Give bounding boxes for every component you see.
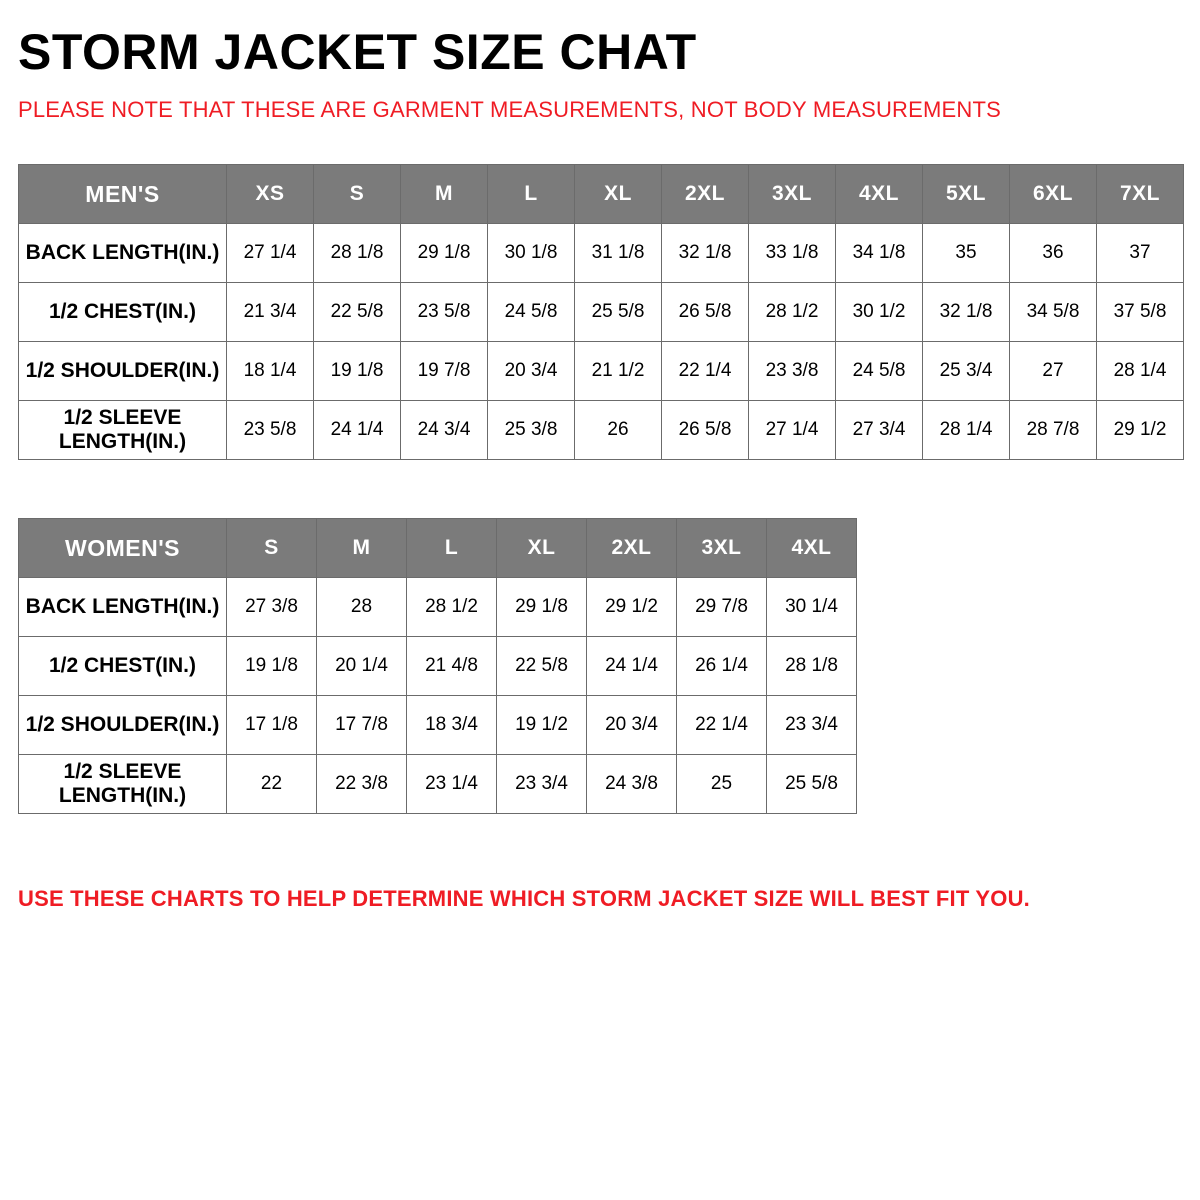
womens-row-label-back-length: BACK LENGTH(IN.) <box>19 578 227 637</box>
cell: 24 5/8 <box>836 342 923 401</box>
cell: 28 7/8 <box>1010 401 1097 460</box>
cell: 24 1/4 <box>587 637 677 696</box>
cell: 23 3/4 <box>497 755 587 814</box>
cell: 19 1/8 <box>314 342 401 401</box>
cell: 26 5/8 <box>662 283 749 342</box>
cell: 26 1/4 <box>677 637 767 696</box>
cell: 28 1/4 <box>1097 342 1184 401</box>
womens-row-label-half-shoulder: 1/2 SHOULDER(IN.) <box>19 696 227 755</box>
cell: 35 <box>923 224 1010 283</box>
cell: 34 5/8 <box>1010 283 1097 342</box>
cell: 28 1/2 <box>407 578 497 637</box>
mens-table-head <box>19 165 1184 224</box>
table-row <box>19 578 857 637</box>
cell: 22 5/8 <box>314 283 401 342</box>
mens-size-4xl: 4XL <box>836 165 923 224</box>
table-spacer <box>18 460 1182 518</box>
cell: 17 1/8 <box>227 696 317 755</box>
cell: 23 1/4 <box>407 755 497 814</box>
mens-size-table <box>18 164 1184 460</box>
cell: 19 1/8 <box>227 637 317 696</box>
cell: 20 1/4 <box>317 637 407 696</box>
mens-row-label-half-sleeve-length: 1/2 SLEEVE LENGTH(IN.) <box>19 401 227 460</box>
table-row <box>19 401 1184 460</box>
cell: 22 5/8 <box>497 637 587 696</box>
womens-size-2xl: 2XL <box>587 519 677 578</box>
cell: 23 3/8 <box>749 342 836 401</box>
cell: 29 1/2 <box>1097 401 1184 460</box>
cell: 28 1/8 <box>767 637 857 696</box>
cell: 32 1/8 <box>923 283 1010 342</box>
mens-size-2xl: 2XL <box>662 165 749 224</box>
cell: 21 3/4 <box>227 283 314 342</box>
cell: 19 7/8 <box>401 342 488 401</box>
womens-size-l: L <box>407 519 497 578</box>
womens-size-4xl: 4XL <box>767 519 857 578</box>
womens-size-3xl: 3XL <box>677 519 767 578</box>
cell: 37 5/8 <box>1097 283 1184 342</box>
mens-size-m: M <box>401 165 488 224</box>
mens-size-5xl: 5XL <box>923 165 1010 224</box>
cell: 29 7/8 <box>677 578 767 637</box>
cell: 24 3/8 <box>587 755 677 814</box>
mens-size-xs: XS <box>227 165 314 224</box>
cell: 22 <box>227 755 317 814</box>
footer-note: USE THESE CHARTS TO HELP DETERMINE WHICH STORM JACKET SIZE WILL BEST FIT YOU. <box>18 886 1030 912</box>
womens-row-label-half-sleeve-length: 1/2 SLEEVE LENGTH(IN.) <box>19 755 227 814</box>
cell: 27 1/4 <box>749 401 836 460</box>
cell: 25 5/8 <box>767 755 857 814</box>
cell: 27 <box>1010 342 1097 401</box>
cell: 27 1/4 <box>227 224 314 283</box>
cell: 25 <box>677 755 767 814</box>
cell: 37 <box>1097 224 1184 283</box>
cell: 19 1/2 <box>497 696 587 755</box>
page-title: STORM JACKET SIZE CHAT <box>18 24 697 80</box>
mens-header-row <box>19 165 1184 224</box>
cell: 24 3/4 <box>401 401 488 460</box>
mens-size-s: S <box>314 165 401 224</box>
cell: 30 1/2 <box>836 283 923 342</box>
womens-row-label-half-chest: 1/2 CHEST(IN.) <box>19 637 227 696</box>
cell: 27 3/4 <box>836 401 923 460</box>
mens-size-3xl: 3XL <box>749 165 836 224</box>
cell: 22 3/8 <box>317 755 407 814</box>
cell: 28 1/4 <box>923 401 1010 460</box>
mens-row-label-half-chest: 1/2 CHEST(IN.) <box>19 283 227 342</box>
cell: 29 1/2 <box>587 578 677 637</box>
womens-table-head <box>19 519 857 578</box>
cell: 20 3/4 <box>488 342 575 401</box>
cell: 21 4/8 <box>407 637 497 696</box>
cell: 27 3/8 <box>227 578 317 637</box>
cell: 29 1/8 <box>497 578 587 637</box>
cell: 25 5/8 <box>575 283 662 342</box>
mens-row-label-half-shoulder: 1/2 SHOULDER(IN.) <box>19 342 227 401</box>
womens-size-table <box>18 518 857 814</box>
cell: 22 1/4 <box>662 342 749 401</box>
cell: 28 <box>317 578 407 637</box>
table-row <box>19 283 1184 342</box>
cell: 30 1/8 <box>488 224 575 283</box>
cell: 31 1/8 <box>575 224 662 283</box>
mens-size-xl: XL <box>575 165 662 224</box>
mens-size-l: L <box>488 165 575 224</box>
table-row <box>19 637 857 696</box>
cell: 25 3/4 <box>923 342 1010 401</box>
cell: 30 1/4 <box>767 578 857 637</box>
table-row <box>19 224 1184 283</box>
mens-size-7xl: 7XL <box>1097 165 1184 224</box>
womens-size-xl: XL <box>497 519 587 578</box>
mens-corner-label: MEN'S <box>19 165 227 224</box>
cell: 24 5/8 <box>488 283 575 342</box>
measurement-disclaimer: PLEASE NOTE THAT THESE ARE GARMENT MEASUREMENTS, NOT BODY MEASUREMENTS <box>18 96 1002 122</box>
cell: 26 5/8 <box>662 401 749 460</box>
womens-table-body <box>19 578 857 814</box>
mens-table-body <box>19 224 1184 460</box>
cell: 18 3/4 <box>407 696 497 755</box>
womens-size-m: M <box>317 519 407 578</box>
cell: 29 1/8 <box>401 224 488 283</box>
cell: 28 1/8 <box>314 224 401 283</box>
cell: 22 1/4 <box>677 696 767 755</box>
cell: 18 1/4 <box>227 342 314 401</box>
cell: 26 <box>575 401 662 460</box>
table-row <box>19 696 857 755</box>
cell: 21 1/2 <box>575 342 662 401</box>
cell: 28 1/2 <box>749 283 836 342</box>
cell: 32 1/8 <box>662 224 749 283</box>
cell: 20 3/4 <box>587 696 677 755</box>
mens-size-6xl: 6XL <box>1010 165 1097 224</box>
table-row <box>19 342 1184 401</box>
womens-header-row <box>19 519 857 578</box>
cell: 36 <box>1010 224 1097 283</box>
cell: 23 3/4 <box>767 696 857 755</box>
cell: 34 1/8 <box>836 224 923 283</box>
cell: 24 1/4 <box>314 401 401 460</box>
table-row <box>19 755 857 814</box>
cell: 17 7/8 <box>317 696 407 755</box>
cell: 25 3/8 <box>488 401 575 460</box>
cell: 33 1/8 <box>749 224 836 283</box>
cell: 23 5/8 <box>227 401 314 460</box>
womens-size-s: S <box>227 519 317 578</box>
womens-corner-label: WOMEN'S <box>19 519 227 578</box>
mens-row-label-back-length: BACK LENGTH(IN.) <box>19 224 227 283</box>
cell: 23 5/8 <box>401 283 488 342</box>
